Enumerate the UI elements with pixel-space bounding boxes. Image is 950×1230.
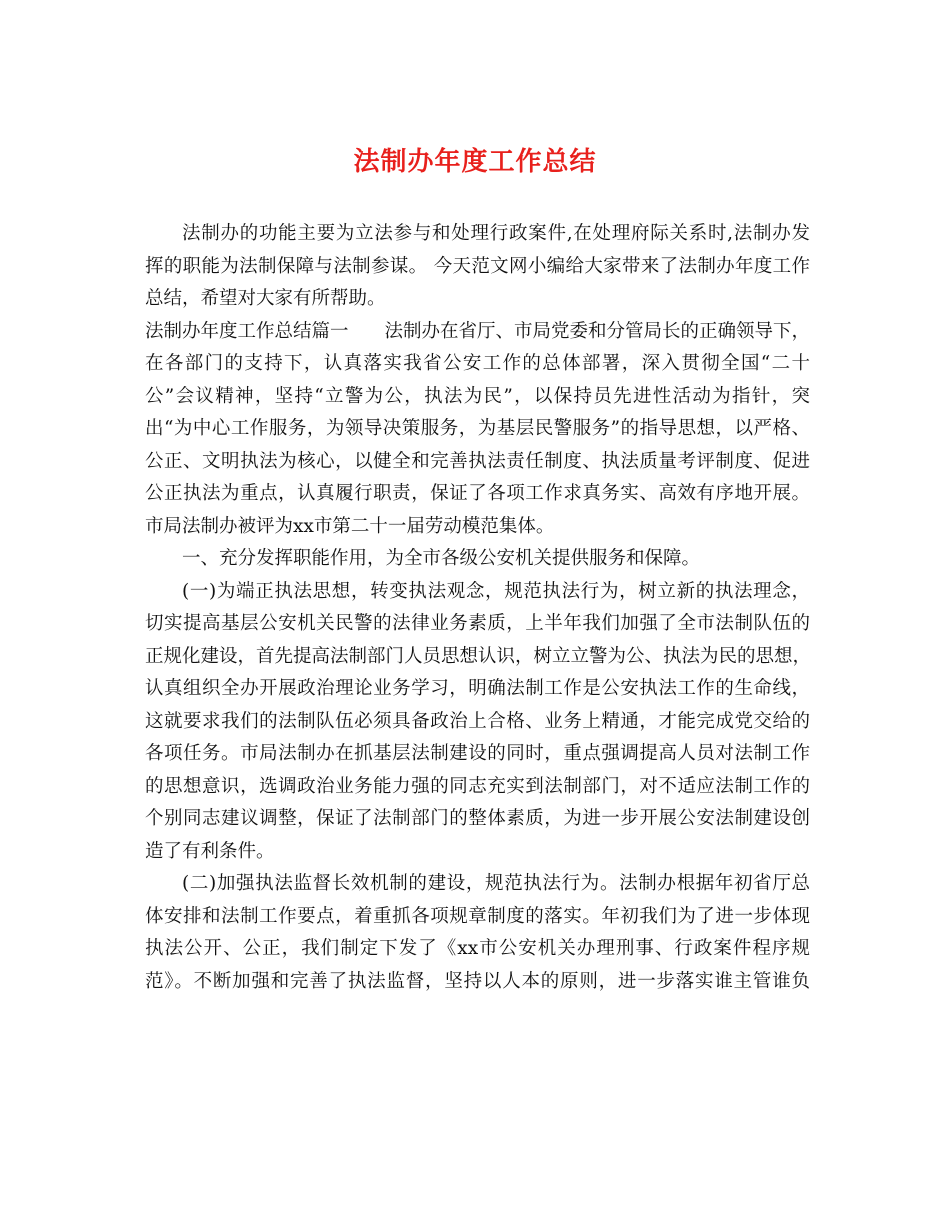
document-title: 法制办年度工作总结 (353, 147, 597, 177)
paragraph-line: (二)加强执法监督长效机制的建设，规范执法行为。法制办根据年初省厅总 (182, 873, 810, 894)
paragraph-line: 法制办的功能主要为立法参与和处理行政案件,在处理府际关系时,法制办发 (182, 223, 810, 244)
paragraph-line: 公”会议精神，坚持“立警为公，执法为民”，以保持员先进性活动为指针，突 (145, 385, 810, 407)
paragraph-line: 出“为中心工作服务，为领导决策服务，为基层民警服务”的指导思想，以严格、 (145, 418, 810, 439)
paragraph-line: 认真组织全办开展政治理论业务学习，明确法制工作是公安执法工作的生命线， (145, 678, 810, 699)
section-heading-line (145, 316, 810, 349)
paragraph-line: 公正、文明执法为核心，以健全和完善执法责任制度、执法质量考评制度、促进 (145, 450, 810, 472)
paragraph-line: 个别同志建议调整，保证了法制部门的整体素质，为进一步开展公安法制建设创 (145, 808, 810, 829)
paragraph-line: 执法公开、公正，我们制定下发了《xx市公安机关办理刑事、行政案件程序规 (145, 938, 810, 959)
paragraph-line: 造了有利条件。 (145, 840, 275, 862)
paragraph-line: 这就要求我们的法制队伍必须具备政治上合格、业务上精通，才能完成党交给的 (145, 710, 810, 732)
paragraph-line: 切实提高基层公安机关民警的法律业务素质，上半年我们加强了全市法制队伍的 (145, 613, 810, 634)
paragraph-line: 公正执法为重点，认真履行职责，保证了各项工作求真务实、高效有序地开展。 (145, 483, 810, 504)
paragraph-line: 在各部门的支持下，认真落实我省公安工作的总体部署，深入贯彻全国“二十 (145, 353, 810, 374)
paragraph-line: (一)为端正执法思想，转变执法观念，规范执法行为，树立新的执法理念， (182, 580, 810, 602)
paragraph-line: 总结，希望对大家有所帮助。 (145, 288, 386, 309)
section-heading: 一、充分发挥职能作用，为全市各级公安机关提供服务和保障。 (182, 548, 701, 569)
paragraph-line: 范》。不断加强和完善了执法监督，坚持以人本的原则，进一步落实谁主管谁负 (145, 970, 810, 992)
paragraph-text: 法制办在省厅、市局党委和分管局长的正确领导下， (384, 320, 811, 342)
paragraph-line: 的思想意识，选调政治业务能力强的同志充实到法制部门，对不适应法制工作的 (145, 775, 810, 797)
section-heading: 法制办年度工作总结篇一 (145, 320, 349, 342)
paragraph-line: 各项任务。市局法制办在抓基层法制建设的同时，重点强调提高人员对法制工作 (145, 743, 810, 764)
paragraph-line: 市局法制办被评为xx市第二十一届劳动模范集体。 (145, 515, 555, 537)
paragraph-line: 正规化建设，首先提高法制部门人员思想认识，树立立警为公、执法为民的思想， (145, 645, 812, 667)
paragraph-line: 体安排和法制工作要点，着重抓各项规章制度的落实。年初我们为了进一步体现 (145, 905, 810, 927)
paragraph-line: 挥的职能为法制保障与法制参谋。 今天范文网小编给大家带来了法制办年度工作 (145, 255, 810, 277)
document-body (145, 218, 810, 998)
